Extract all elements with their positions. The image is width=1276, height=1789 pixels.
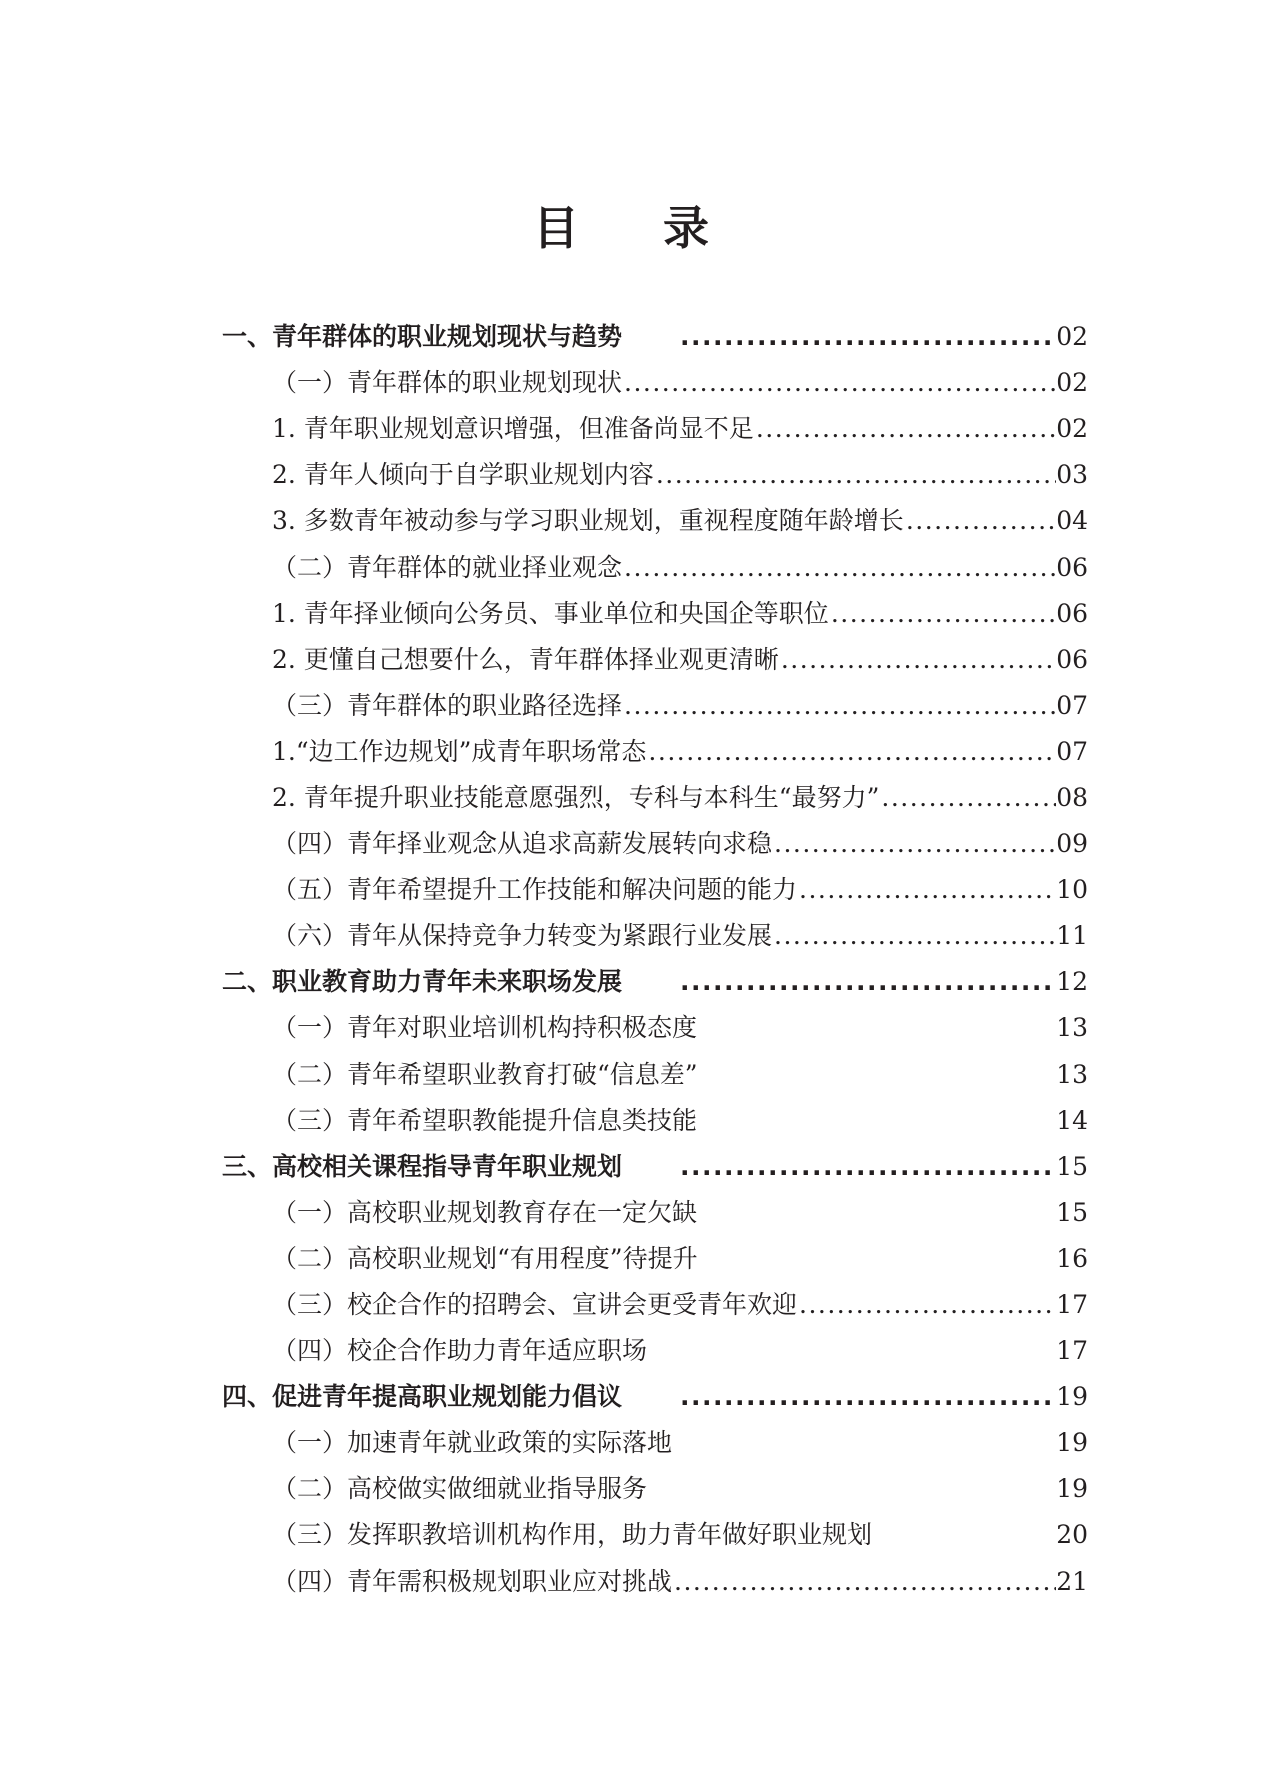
- toc-section-entry[interactable]: [222, 591, 1088, 637]
- toc-entry-label: 2. 青年人倾向于自学职业规划内容: [272, 460, 654, 490]
- toc-section-entry[interactable]: [222, 775, 1088, 821]
- toc-chapter-entry[interactable]: [222, 314, 1088, 360]
- toc-page-number: 14: [1056, 1105, 1088, 1135]
- toc-dot-leader: [797, 1282, 1056, 1328]
- toc-dot-leader: [622, 360, 1056, 406]
- toc-page-number: 15: [1056, 1151, 1088, 1181]
- toc-section-entry[interactable]: [222, 867, 1088, 913]
- toc-page-number: 03: [1056, 460, 1088, 490]
- toc-dot-leader: [779, 637, 1056, 683]
- toc-entry-label: 三、高校相关课程指导青年职业规划: [222, 1151, 623, 1181]
- toc-page-number: 04: [1056, 506, 1088, 536]
- toc-chapter-entry[interactable]: [222, 1374, 1088, 1420]
- toc-dot-leader: [678, 959, 1056, 1005]
- toc-page-number: 02: [1056, 368, 1088, 398]
- toc-dot-leader: [622, 545, 1056, 591]
- toc-entry-label: （二）高校做实做细就业指导服务: [272, 1474, 648, 1504]
- toc-page-number: 07: [1056, 736, 1088, 766]
- toc-dot-leader: [678, 314, 1056, 360]
- toc-entry-label: （六）青年从保持竞争力转变为紧跟行业发展: [272, 921, 773, 951]
- toc-entry-label: 1. 青年职业规划意识增强，但准备尚显不足: [272, 414, 754, 444]
- toc-section-entry[interactable]: [222, 452, 1088, 498]
- toc-section-entry[interactable]: [222, 360, 1088, 406]
- toc-dot-leader: [672, 1420, 1056, 1466]
- toc-entry-label: 2. 更懂自己想要什么，青年群体择业观更清晰: [272, 644, 779, 674]
- toc-page-number: 11: [1056, 921, 1088, 951]
- toc-dot-leader: [904, 498, 1056, 544]
- toc-page-number: 07: [1056, 690, 1088, 720]
- toc-entry-label: （二）青年群体的就业择业观念: [272, 552, 623, 582]
- toc-dot-leader: [797, 867, 1056, 913]
- toc-section-entry[interactable]: [222, 544, 1088, 590]
- toc-dot-leader: [646, 729, 1056, 775]
- toc-section-entry[interactable]: [222, 1559, 1088, 1605]
- toc-dot-leader: [647, 1328, 1056, 1374]
- toc-page-number: 20: [1056, 1520, 1088, 1550]
- toc-section-entry[interactable]: [222, 1328, 1088, 1374]
- toc-entry-label: （二）青年希望职业教育打破“信息差”: [272, 1059, 698, 1089]
- toc-entry-label: （三）青年群体的职业路径选择: [272, 690, 623, 720]
- toc-entry-label: （三）发挥职教培训机构作用，助力青年做好职业规划: [272, 1520, 873, 1550]
- toc-page-number: 06: [1056, 552, 1088, 582]
- toc-dot-leader: [697, 1098, 1056, 1144]
- toc-section-entry[interactable]: [222, 729, 1088, 775]
- toc-dot-leader: [697, 1190, 1056, 1236]
- toc-page-number: 19: [1056, 1474, 1088, 1504]
- toc-page-number: 16: [1056, 1243, 1088, 1273]
- toc-dot-leader: [698, 1236, 1057, 1282]
- toc-dot-leader: [872, 1512, 1056, 1558]
- toc-dot-leader: [654, 452, 1056, 498]
- toc-dot-leader: [772, 913, 1056, 959]
- toc-entry-label: 1.“边工作边规划”成青年职场常态: [272, 736, 647, 766]
- toc-page-number: 02: [1056, 414, 1088, 444]
- toc-entry-label: （四）青年需积极规划职业应对挑战: [272, 1566, 673, 1596]
- toc-section-entry[interactable]: [222, 1005, 1088, 1051]
- toc-entry-label: （三）校企合作的招聘会、宣讲会更受青年欢迎: [272, 1290, 798, 1320]
- toc-dot-leader: [698, 1052, 1057, 1098]
- toc-section-entry[interactable]: [222, 1236, 1088, 1282]
- toc-page-number: 08: [1056, 782, 1088, 812]
- toc-section-entry[interactable]: [222, 1282, 1088, 1328]
- toc-chapter-entry[interactable]: [222, 1144, 1088, 1190]
- toc-dot-leader: [647, 1466, 1056, 1512]
- toc-dot-leader: [697, 1005, 1056, 1051]
- toc-entry-label: （三）青年希望职教能提升信息类技能: [272, 1105, 698, 1135]
- toc-dot-leader: [772, 821, 1056, 867]
- toc-page-number: 13: [1056, 1013, 1088, 1043]
- toc-page-number: 17: [1056, 1290, 1088, 1320]
- toc-section-entry[interactable]: [222, 1052, 1088, 1098]
- toc-dot-leader: [678, 1374, 1056, 1420]
- toc-page-number: 19: [1056, 1428, 1088, 1458]
- toc-page-number: 12: [1056, 967, 1088, 997]
- page-title: 目 录: [532, 201, 743, 255]
- toc-dot-leader: [672, 1559, 1056, 1605]
- toc-section-entry[interactable]: [222, 1098, 1088, 1144]
- toc-entry-label: （四）青年择业观念从追求高薪发展转向求稳: [272, 829, 773, 859]
- toc-page-number: 17: [1056, 1336, 1088, 1366]
- toc-page-number: 06: [1056, 598, 1088, 628]
- toc-chapter-entry[interactable]: [222, 959, 1088, 1005]
- toc-section-entry[interactable]: [222, 821, 1088, 867]
- toc-section-entry[interactable]: [222, 406, 1088, 452]
- toc-entry-label: 二、职业教育助力青年未来职场发展: [222, 967, 623, 997]
- toc-entry-label: 1. 青年择业倾向公务员、事业单位和央国企等职位: [272, 598, 829, 628]
- toc-list: [222, 314, 1088, 1605]
- toc-entry-label: （四）校企合作助力青年适应职场: [272, 1336, 648, 1366]
- toc-section-entry[interactable]: [222, 1512, 1088, 1558]
- toc-entry-label: （一）加速青年就业政策的实际落地: [272, 1428, 673, 1458]
- toc-entry-label: 2. 青年提升职业技能意愿强烈，专科与本科生“最努力”: [272, 782, 880, 812]
- toc-section-entry[interactable]: [222, 1466, 1088, 1512]
- toc-page-number: 09: [1056, 829, 1088, 859]
- toc-entry-label: （一）青年对职业培训机构持积极态度: [272, 1013, 698, 1043]
- toc-entry-label: （一）高校职业规划教育存在一定欠缺: [272, 1197, 698, 1227]
- toc-page-number: 10: [1056, 875, 1088, 905]
- toc-section-entry[interactable]: [222, 637, 1088, 683]
- toc-page-number: 13: [1056, 1059, 1088, 1089]
- toc-entry-label: （二）高校职业规划“有用程度”待提升: [272, 1243, 698, 1273]
- toc-page-number: 19: [1056, 1382, 1088, 1412]
- toc-page-number: 06: [1056, 644, 1088, 674]
- toc-dot-leader: [754, 406, 1056, 452]
- toc-entry-label: 3. 多数青年被动参与学习职业规划，重视程度随年龄增长: [272, 506, 904, 536]
- toc-dot-leader: [879, 775, 1056, 821]
- toc-dot-leader: [829, 591, 1056, 637]
- toc-entry-label: 四、促进青年提高职业规划能力倡议: [222, 1382, 623, 1412]
- toc-section-entry[interactable]: [222, 913, 1088, 959]
- toc-page-number: 02: [1056, 322, 1088, 352]
- toc-page-number: 21: [1056, 1566, 1088, 1596]
- toc-section-entry[interactable]: [222, 683, 1088, 729]
- toc-entry-label: 一、青年群体的职业规划现状与趋势: [222, 322, 623, 352]
- toc-section-entry[interactable]: [222, 1190, 1088, 1236]
- toc-dot-leader: [678, 1144, 1056, 1190]
- toc-page-number: 15: [1056, 1197, 1088, 1227]
- toc-entry-label: （五）青年希望提升工作技能和解决问题的能力: [272, 875, 798, 905]
- toc-section-entry[interactable]: [222, 1420, 1088, 1466]
- toc-dot-leader: [622, 683, 1056, 729]
- toc-entry-label: （一）青年群体的职业规划现状: [272, 368, 623, 398]
- toc-section-entry[interactable]: [222, 498, 1088, 544]
